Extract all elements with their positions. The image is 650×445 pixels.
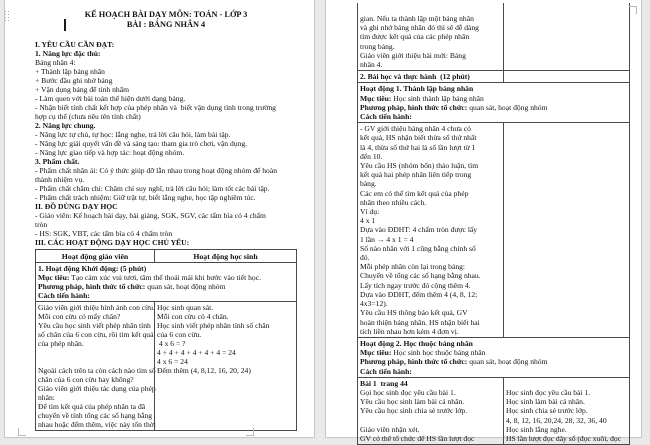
text-line: Học sinh viết phép nhân tính số chân <box>157 321 270 331</box>
text-line: Hoạt động 2. Học thuộc bảng nhân <box>360 338 473 348</box>
table-header-row <box>36 250 296 262</box>
student-cell[interactable] <box>503 3 629 70</box>
activity1-merged-row <box>358 82 629 122</box>
page-2[interactable] <box>325 0 642 443</box>
text-line: Hoạt động 1. Thành lập bảng nhân <box>360 84 474 94</box>
text-line: Phương pháp, hình thức tổ chức: quan sát, hoạt động nhóm <box>38 282 226 292</box>
student-cell[interactable] <box>503 378 629 444</box>
page-1-content <box>35 10 297 431</box>
text-line: Bài 1 trang 44 <box>360 378 408 388</box>
table-row <box>358 3 629 70</box>
student-cell[interactable] <box>503 123 629 337</box>
text-line: nhau hoặc đếm thêm, việc này tốn thời <box>38 420 156 430</box>
text-line: Giáo viên giới thiệu tác dụng của phép <box>38 384 156 394</box>
text-line: Học sinh làm bài cá nhân. <box>506 397 585 407</box>
text-line: 2. Bài học và thực hành (12 phút) <box>360 72 470 82</box>
text-line: II. ĐỒ DÙNG DẠY HỌC <box>35 202 118 212</box>
text-line: Yêu cầu học sinh viết phép nhân tính <box>38 321 151 331</box>
text-boundary-mark-top-right <box>629 6 637 14</box>
text-line: I. YÊU CẦU CẦN ĐẠT: <box>35 40 115 50</box>
text-line: là 4, thừa số thứ hai là số lần lượt từ 1 <box>360 142 476 152</box>
text-line: 4 x 6 = ? <box>157 339 186 349</box>
text-line: Giáo viên giới thiệu hình ảnh con cừu. <box>38 303 155 313</box>
text-line: Mỗi con cừu có 4 chân. <box>157 312 229 322</box>
text-line: Mỗi con cừu có mấy chân? <box>38 312 121 322</box>
text-line: Mục tiêu: Học sinh thành lập bảng nhân <box>360 93 484 103</box>
text-line: tích liền nhau hơn kém 4 đơn vị. <box>360 326 459 336</box>
text-line: Mục tiêu: Học sinh học thuộc bảng nhân <box>360 348 486 358</box>
text-line: chân của 6 con cừu hay không? <box>38 375 134 385</box>
text-line: đến 10. <box>360 151 383 161</box>
doc-title <box>35 10 297 29</box>
text-line: III. CÁC HOẠT ĐỘNG DẠY HỌC CHỦ YẾU: <box>35 238 190 248</box>
text-line: Chuyển về tổng các số hạng bằng nhau. <box>360 271 481 281</box>
text-line: Yêu cầu HS (nhóm bốn) thảo luận, tìm <box>360 161 479 171</box>
text-line: Lấy tích ngay trước đó cộng thêm 4. <box>360 280 471 290</box>
text-line: + Thành lập bảng nhân <box>35 67 105 77</box>
text-line: Yêu cầu học sinh chia sẻ trước lớp. <box>360 406 468 416</box>
header-cell-teacher[interactable]: Hoạt động giáo viên <box>61 252 129 262</box>
text-line: 4 + 4 + 4 + 4 + 4 + 4 = 24 <box>157 348 236 358</box>
text-line <box>38 357 152 366</box>
header-cell-student[interactable]: Hoạt động học sinh <box>154 250 296 262</box>
text-line: 2. Năng lực chung. <box>35 121 96 131</box>
text-line: 3. Phẩm chất. <box>35 157 80 167</box>
text-line: kết quả hai phép nhân liên tiếp trong <box>360 170 472 180</box>
teacher-cell[interactable] <box>358 3 503 70</box>
text-line: thành nhiệm vụ. <box>35 175 85 185</box>
text-line: Mục tiêu: Tạo cảm xúc vui tươi, tâm thế thoải mái khi bước vào tiết học. <box>38 273 261 283</box>
text-line: Học sinh chia sẻ trước lớp. <box>506 406 588 416</box>
activities-table-page1 <box>35 249 297 431</box>
text-line: Gọi học sinh đọc yêu cầu bài 1. <box>360 387 456 397</box>
text-line: số chân của 6 con cừu, rồi tìm kết quả <box>38 330 154 340</box>
text-line: kết quả, HS nhận biết thừa số thứ nhất <box>360 133 477 143</box>
text-line: chuyển về tính tổng các số hạng bằng <box>38 411 153 421</box>
table-row <box>358 122 629 337</box>
text-line: Ngoài cách trên ta còn cách nào tìm số <box>38 366 156 376</box>
text-line: đó. <box>360 253 370 263</box>
text-line: KẾ HOẠCH BÀI DẠY MÔN: TOÁN - LỚP 3 <box>84 10 248 19</box>
text-line: Yêu cầu học sinh làm bài cá nhân. <box>360 397 465 407</box>
text-line: Mỗi phép nhân còn lại trong bảng: <box>360 262 466 272</box>
text-line: Phương pháp, hình thức tổ chức: quan sát, hoạt động nhóm <box>360 102 548 112</box>
activity1-merged-row <box>36 262 296 301</box>
text-line: Phương pháp, hình thức tổ chức: quan sát, hoạt động nhóm <box>360 357 548 367</box>
text-line: bảng. <box>360 179 377 189</box>
text-line: 4 x 1 <box>360 216 376 226</box>
student-cell[interactable] <box>154 302 296 430</box>
text-line: - Năng lực giao tiếp và hợp tác: hoạt động nhóm. <box>35 148 185 158</box>
section2-cell[interactable] <box>358 71 503 82</box>
text-line: + Bước đầu ghi nhớ bảng <box>35 76 113 86</box>
text-line: Giáo viên giới thiệu bài mới: Bảng <box>360 50 466 60</box>
page-1[interactable] <box>4 0 315 438</box>
text-line: hợp cụ thể (chưa nêu tên tính chất) <box>35 112 141 122</box>
activity2-merged-row <box>358 337 629 377</box>
table-row <box>36 301 296 430</box>
text-boundary-mark-bottom-right <box>246 428 254 436</box>
text-line: nhân theo nhiều cách. <box>360 197 427 207</box>
text-line: 4x3=12). <box>360 299 388 309</box>
text-line: - Phẩm chất nhân ái: Có ý thức giúp đỡ lẫn nhau trong hoạt động nhóm để hoàn <box>35 166 278 176</box>
intro-section <box>35 40 297 247</box>
activity1-cell[interactable] <box>36 263 296 301</box>
activities-table-page2 <box>357 3 630 445</box>
text-line: Giáo viên nhận xét. <box>360 424 420 434</box>
text-line: Bảng nhân 4: <box>35 58 76 68</box>
text-line: Dựa vào ĐDHT, đếm thêm 4 (4, 8, 12; <box>360 289 478 299</box>
text-line: GV có thể tổ chức để HS lần lượt đọc <box>360 433 475 443</box>
activity2-cell[interactable] <box>358 338 629 377</box>
text-line: Học sinh đọc yêu cầu bài 1. <box>506 387 591 397</box>
text-line: gian. Nếu ta thành lập một bảng nhân <box>360 14 474 23</box>
text-line: - HS: SGK, VBT, các tấm bìa có 4 chấm tròn <box>35 229 173 239</box>
text-line: của 6 con cừu. <box>157 330 202 340</box>
activity1-cell[interactable] <box>358 83 629 122</box>
drag-handle-icon[interactable] <box>5 11 13 24</box>
text-line: - Nhận biết tính chất kết hợp của phép nhân và biết vận dụng tính trong trường <box>35 103 276 113</box>
text-line: Số nào nhân với 1 cũng bằng chính số <box>360 243 476 253</box>
text-line: Cách tiến hành: <box>38 291 90 301</box>
text-line: trong bảng. <box>360 41 395 51</box>
text-line: 1 lần → 4 x 1 = 4 <box>360 234 414 244</box>
text-line: - Năng lực giải quyết vấn đề và sáng tạo: tham gia trò chơi, vận dụng. <box>35 139 248 149</box>
text-line: - Giáo viên: Kế hoạch bài dạy, bài giảng, SGK, SGV, các tấm bìa có 4 chấm <box>35 211 266 221</box>
text-line: Cách tiến hành: <box>360 112 412 122</box>
student-cell[interactable] <box>503 71 629 82</box>
text-line: Yêu cầu HS thông báo kết quả, GV <box>360 308 468 318</box>
text-cursor <box>64 19 66 31</box>
text-line: - Phẩm chất trách nhiệm: Giữ trật tự, biết lắng nghe, học tập nghiêm túc. <box>35 193 256 203</box>
text-line <box>506 379 627 388</box>
text-line: nhân: <box>38 393 55 403</box>
text-line: của phép nhân. <box>38 339 84 349</box>
teacher-cell[interactable] <box>358 378 503 444</box>
text-line: Đếm thêm (4, 8,12, 16, 20, 24) <box>157 366 251 376</box>
text-line: hoàn thiện bảng nhân. HS nhận biết hai <box>360 317 480 327</box>
teacher-cell[interactable] <box>358 123 503 337</box>
text-line: Học sinh quan sát. <box>157 303 214 313</box>
text-line: nhân 4. <box>360 60 383 70</box>
teacher-cell[interactable] <box>36 302 154 430</box>
text-line: - Năng lực tự chủ, tự học: lắng nghe, trả lời câu hỏi, làm bài tập. <box>35 130 231 140</box>
text-line: 1. Năng lực đặc thù: <box>35 49 101 59</box>
text-line: Cách tiến hành: <box>360 366 412 376</box>
text-line: Ví dụ: <box>360 207 380 217</box>
table-row <box>358 377 629 444</box>
text-line: Để tìm kết quả của phép nhân ta đã <box>38 402 146 412</box>
text-line <box>360 416 501 425</box>
text-line: Dựa vào ĐDHT: 4 chấm tròn được lấy <box>360 225 478 235</box>
text-line: - Làm quen với bài toán thể hiện dưới dạng bảng. <box>35 94 186 104</box>
text-line: tìm được kết quả của các phép nhân <box>360 32 470 42</box>
text-line: BÀI : BẢNG NHÂN 4 <box>126 19 206 29</box>
text-line <box>38 348 152 357</box>
text-line: - GV giới thiệu bảng nhân 4 chưa có <box>360 124 471 134</box>
text-line: tròn <box>35 220 48 230</box>
text-line: 4 x 6 = 24 <box>157 357 188 367</box>
text-line: - Phẩm chất chăm chỉ: Chăm chỉ suy nghĩ, trả lời câu hỏi; làm tốt các bài tập. <box>35 184 270 194</box>
text-line: và ghi nhớ bảng nhân đó thì sẽ dễ dàng <box>360 23 479 33</box>
text-boundary-mark-bottom-left <box>18 428 26 436</box>
section2-row <box>358 70 629 82</box>
text-line: 1. Hoạt động Khởi động: (5 phút) <box>38 264 147 274</box>
text-line: + Vận dụng bảng để tính nhẩm <box>35 85 129 95</box>
text-line: Học sinh lắng nghe. <box>506 424 567 434</box>
text-line: Các em có thể tìm kết quả của phép <box>360 188 469 198</box>
text-line: HS lần lượt đọc dãy số (đọc xuôi, đọc <box>506 433 622 443</box>
text-line: 4, 8, 12, 16, 20,24, 28, 32, 36, 40 <box>506 415 607 425</box>
